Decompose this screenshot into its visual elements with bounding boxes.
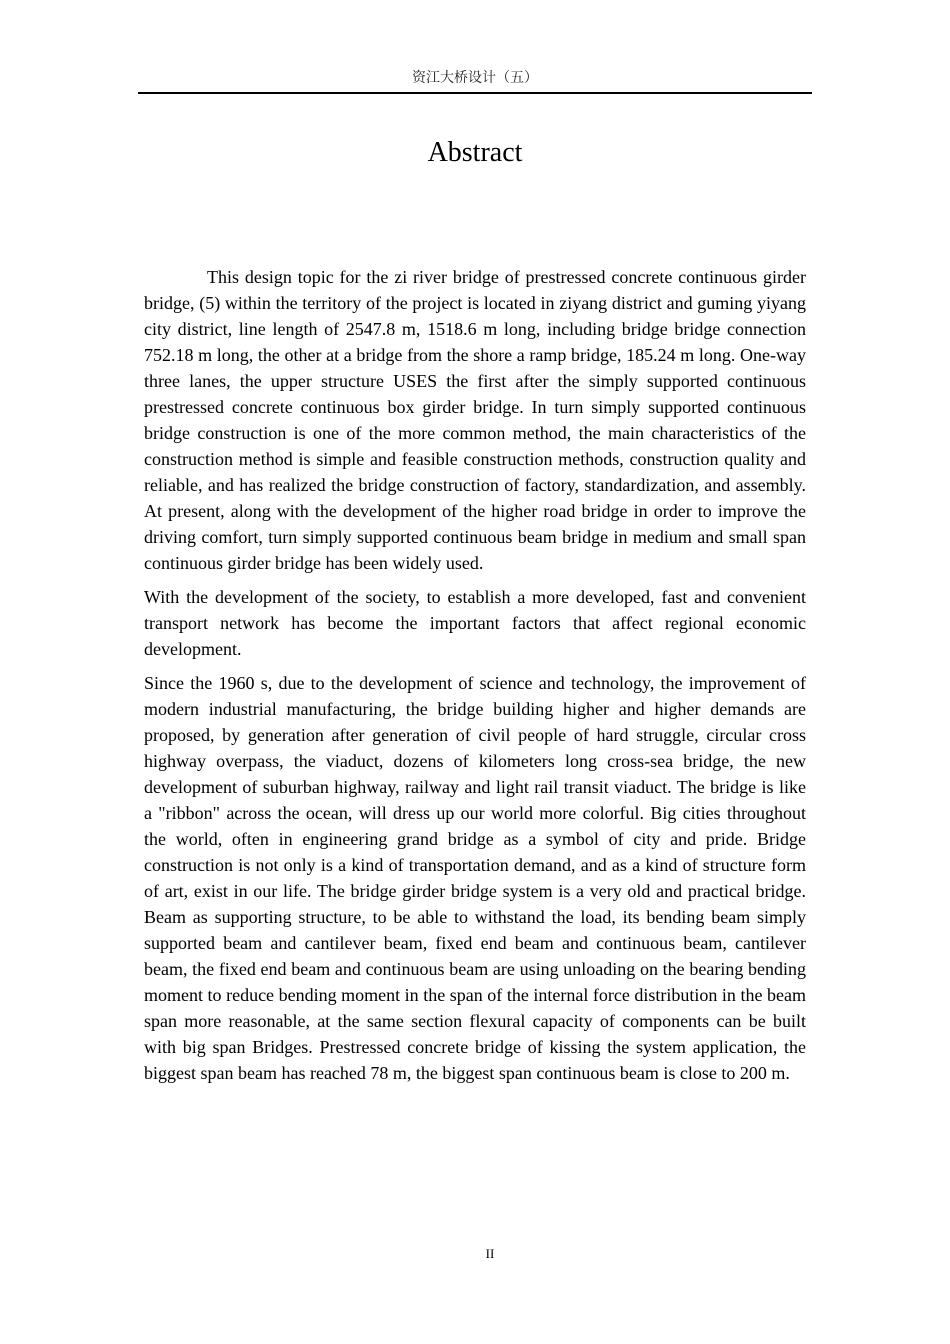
abstract-body bbox=[144, 264, 806, 1094]
header-divider bbox=[138, 92, 812, 94]
abstract-paragraph-1: This design topic for the zi river bridge of prestressed concrete continuous girder bridge, (5) within the territory of the project is located in ziyang district and guming yiyang city district, line length of 2547.8 m, 1518.6 m long, including bridge bridge connection 752.18 m long, the other at a bridge from the shore a ramp bridge, 185.24 m long. One-way three lanes, the upper structure USES the first after the simply supported continuous prestressed concrete continuous box girder bridge. In turn simply supported continuous bridge construction is one of the more common method, the main characteristics of the construction method is simple and feasible construction methods, construction quality and reliable, and has realized the bridge construction of factory, standardization, and assembly. At present, along with the development of the higher road bridge in order to improve the driving comfort, turn simply supported continuous beam bridge in medium and small span continuous girder bridge has been widely used. bbox=[144, 267, 806, 573]
page-number: II bbox=[485, 1246, 495, 1261]
abstract-paragraph-2: With the development of the society, to establish a more developed, fast and convenient transport network has become the important factors that affect regional economic development. bbox=[144, 587, 806, 659]
running-header-title: 资江大桥设计（五） bbox=[412, 70, 538, 86]
abstract-paragraph-3: Since the 1960 s, due to the development of science and technology, the improvement of modern industrial manufacturing, the bridge building higher and higher demands are proposed, by generation after generation of civil people of hard struggle, circular cross highway overpass, the viaduct, dozens of kilometers long cross-sea bridge, the new development of suburban highway, railway and light rail transit viaduct. The bridge is like a "ribbon" across the ocean, will dress up our world more colorful. Big cities throughout the world, often in engineering grand bridge as a symbol of city and pride. Bridge construction is not only is a kind of transportation demand, and as a kind of structure form of art, exist in our life. The bridge girder bridge system is a very old and practical bridge. Beam as supporting structure, to be able to withstand the load, its bending beam simply supported beam and cantilever beam, fixed end beam and continuous beam, cantilever beam, the fixed end beam and continuous beam are using unloading on the bearing bending moment to reduce bending moment in the span of the internal force distribution in the beam span more reasonable, at the same section flexural capacity of components can be built with big span Bridges. Prestressed concrete bridge of kissing the system application, the biggest span beam has reached 78 m, the biggest span continuous beam is close to 200 m. bbox=[144, 673, 806, 1083]
page-title: Abstract bbox=[427, 137, 523, 168]
